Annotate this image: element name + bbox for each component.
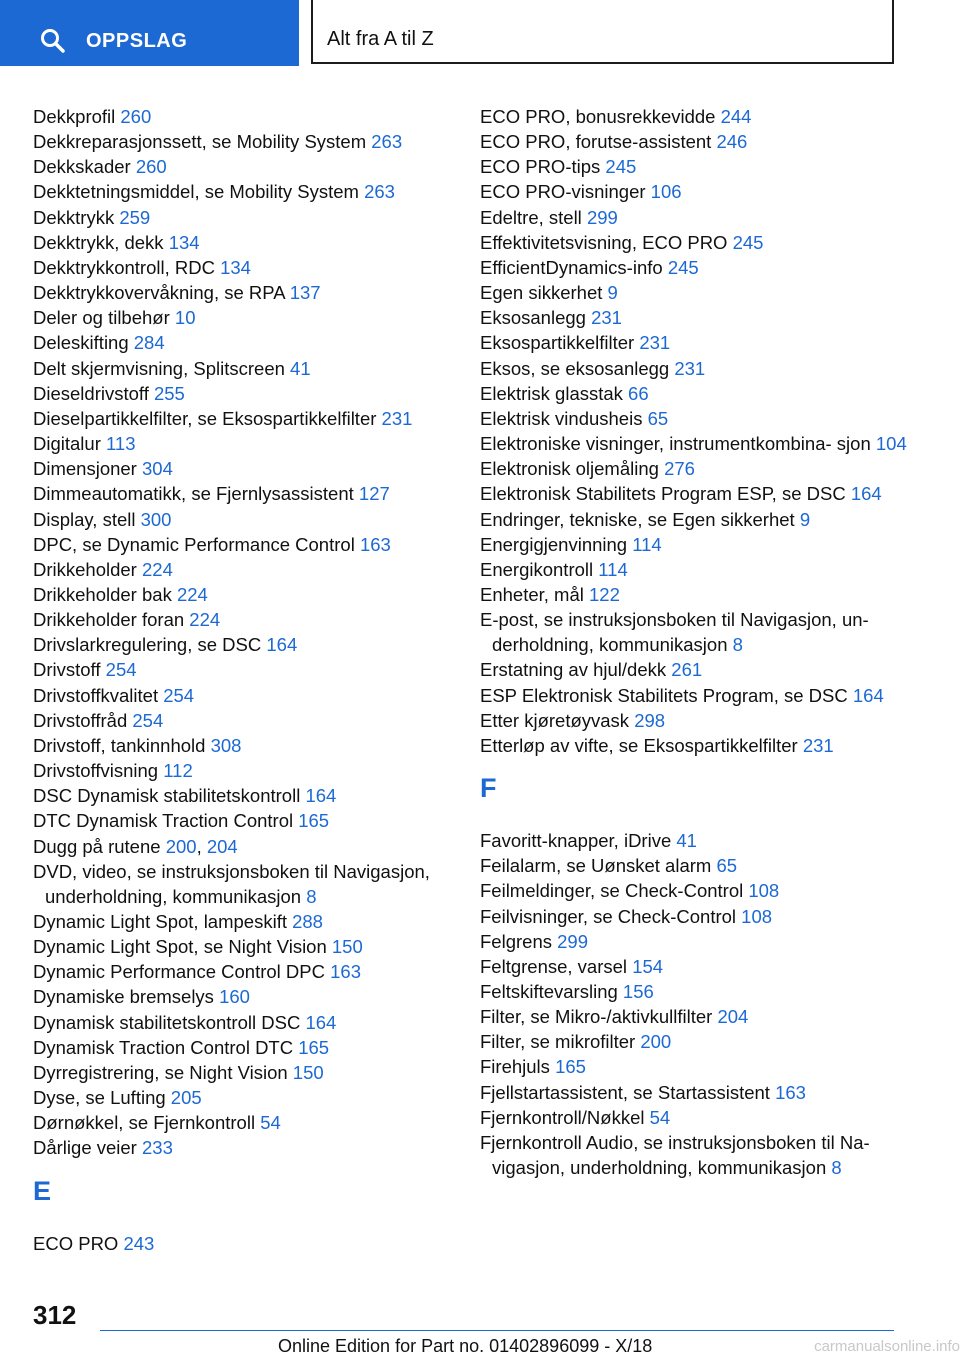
page-link[interactable]: 164 [305,785,337,807]
entry-text: Drivslarkregulering, se DSC [33,634,267,656]
index-entry [33,582,473,607]
entry-text: Edeltre, stell [480,206,587,228]
page-link[interactable]: 114 [632,533,662,555]
entry-text: Drivstoff, tankinnhold [33,734,211,756]
index-entry [480,1004,920,1029]
entry-text: Dynamisk Traction Control DTC [33,1036,299,1058]
entry-text: Feltgrense, varsel [480,955,633,977]
entry-text: Dekktrykkovervåkning, se RPA [33,282,290,304]
entry-text: Drivstoff [33,659,106,681]
index-entry [480,481,920,506]
entry-text: ECO PRO-visninger [480,181,651,203]
page-link[interactable]: 254 [163,684,195,706]
page-link[interactable]: 255 [153,382,185,404]
entry-text: Drikkeholder foran [33,609,190,631]
tab-oppslag-label: OPPSLAG [86,30,188,52]
page-link[interactable]: 200 [640,1031,672,1053]
page-link[interactable]: 245 [732,231,764,253]
entry-text: Digitalur [33,433,106,455]
index-entry [480,1054,920,1079]
entry-text: Eksos, se eksosanlegg [480,357,675,379]
page-link[interactable]: 150 [331,936,363,958]
index-entry [33,356,473,381]
index-entry [480,532,920,557]
index-entry [33,532,473,557]
page-link[interactable]: 200 [165,835,197,857]
page-link[interactable]: 231 [674,357,706,379]
entry-text: DVD, video, se instruksjonsboken til Navigasjon, underholdning, kommunikasjon [33,860,430,907]
index-entry [33,607,473,632]
index-entry [480,1130,920,1180]
entry-text: Delt skjermvisning, Splitscreen [33,357,291,379]
index-entry [480,255,920,280]
page-link[interactable]: 156 [622,981,654,1002]
index-entry [480,507,920,532]
index-entry [480,154,920,179]
entry-text: Etter kjøretøyvask [480,709,635,731]
entry-text: Dynamisk stabilitetskontroll DSC [33,1011,306,1033]
index-entry [480,1080,920,1105]
page-link[interactable]: 8 [306,885,317,907]
entry-text: Dekktrykkontroll, RDC [33,256,221,278]
entry-text: Felgrens [480,930,558,952]
entry-text: Feilvisninger, se Check-Control [480,905,742,927]
footer-divider [100,1330,894,1331]
page-link[interactable]: 300 [140,508,172,530]
index-entry [33,456,473,481]
index-entry [480,607,920,657]
entry-text: Eksospartikkelfilter [480,332,640,354]
page-link[interactable]: 204 [717,1006,749,1028]
index-entry [480,657,920,682]
index-entry [33,507,473,532]
page-link[interactable]: 245 [605,156,637,178]
index-entry [33,708,473,733]
page-link[interactable]: 54 [260,1112,281,1134]
page-link[interactable]: 113 [106,433,136,455]
index-entry [33,959,473,984]
entry-text: Fjernkontroll Audio, se instruksjonsboken til Na‐ vigasjon, underholdning, kommunikasjon [480,1131,870,1179]
search-icon [40,28,66,54]
entry-text: Dekktrykk, dekk [33,231,169,253]
page-link[interactable]: 106 [650,181,682,203]
entry-text: ESP Elektronisk Stabilitets Program, se DSC [480,684,853,706]
index-entry [33,381,473,406]
index-entry [480,179,920,204]
index-entry [33,280,473,305]
page-link[interactable]: 254 [105,659,137,681]
entry-text: Dieseldrivstoff [33,382,154,404]
page-link[interactable]: 245 [667,256,699,278]
page-number: 312 [33,1300,77,1330]
entry-text: Dieselpartikkelfilter, se Eksospartikkelfilter [33,407,382,429]
page-link[interactable]: 233 [142,1137,173,1159]
page-link[interactable]: 9 [607,282,618,304]
page-link[interactable]: 205 [170,1087,202,1109]
page-link[interactable]: 163 [359,533,391,555]
index-entry [480,708,920,733]
index-column-left [33,104,473,1256]
page-link[interactable]: 298 [634,709,666,731]
page-link[interactable]: 308 [210,734,242,756]
index-entry [33,683,473,708]
entry-text: Dekktrykk [33,206,120,228]
entry-text: Dugg på rutene [33,835,166,857]
entry-text: Erstatning av hjul/dekk [480,659,672,681]
entry-text: ECO PRO, bonusrekkevidde [480,106,721,127]
index-entry [33,1085,473,1110]
entry-text: Energikontroll [480,558,599,580]
entry-text: Enheter, mål [480,583,590,605]
section-letter: F [480,773,497,804]
entry-text: DTC Dynamisk Traction Control [33,810,299,832]
index-entry [33,305,473,330]
index-entry [33,154,473,179]
page-link[interactable]: 104 [875,433,907,455]
page-link[interactable]: 108 [748,880,780,902]
page-link[interactable]: 163 [330,961,361,983]
index-entry [33,733,473,758]
entry-text: Drivstoffvisning [33,760,164,782]
page-link[interactable]: 112 [163,760,193,782]
entry-text: Filter, se mikrofilter [480,1031,641,1053]
entry-text: ECO PRO-tips [480,156,606,178]
entry-text: Firehjuls [480,1056,556,1078]
entry-text: Elektronisk Stabilitets Program ESP, se DSC [480,483,851,505]
index-entry [33,481,473,506]
index-entry [33,934,473,959]
index-entry [480,230,920,255]
index-entry [33,758,473,783]
page-link[interactable]: 204 [206,835,238,857]
entry-text: Dårlige veier [33,1137,142,1159]
entry-text: EfficientDynamics-info [480,256,668,278]
entry-text: Dimensjoner [33,458,142,480]
index-entry [480,330,920,355]
index-entry [480,406,920,431]
entry-text: Dimmeautomatikk, se Fjernlysassistent [33,483,359,505]
index-entry [33,859,473,909]
index-entry [480,1105,920,1130]
page-link[interactable]: 164 [852,684,884,706]
entry-text: Eksosanlegg [480,307,592,329]
index-entry [33,129,473,154]
section-letter: E [33,1175,52,1206]
entry-text: ECO PRO, forutse-assistent [480,131,717,153]
page-link[interactable]: 10 [174,307,196,329]
entry-text: Elektronisk oljemåling [480,458,665,480]
page-link[interactable]: 231 [802,734,834,756]
page-link[interactable]: 160 [219,986,250,1008]
page-link[interactable]: 164 [305,1011,337,1033]
section-title: Alt fra A til Z [327,28,434,50]
entry-text: Dyse, se Lufting [33,1087,171,1109]
index-entry [480,1029,920,1054]
entry-text: Deler og tilbehør [33,307,175,329]
entry-text: Drikkeholder [33,558,142,580]
entry-text: Deleskifting [33,332,134,354]
index-entry [33,1060,473,1085]
index-entry [33,632,473,657]
entry-text: Filter, se Mikro-/aktivkullfilter [480,1006,718,1028]
page-link[interactable]: 134 [168,231,200,253]
page-link[interactable]: 154 [632,955,664,977]
index-entry [33,1135,473,1160]
page-link[interactable]: 114 [598,558,628,580]
entry-text: Feilmeldinger, se Check-Control [480,880,749,902]
edition-text: Online Edition for Part no. 01402896099 - X/18 [278,1336,653,1356]
index-entry [33,1231,473,1256]
page-link[interactable]: 299 [557,930,588,952]
section-title-box [311,0,894,64]
entry-text: Effektivitetsvisning, ECO PRO [480,231,733,253]
page-link[interactable]: 66 [628,382,649,404]
page-link[interactable]: 299 [586,206,618,228]
page-link[interactable]: 137 [289,282,321,304]
page-link[interactable]: 304 [142,458,173,480]
page-link[interactable]: 165 [298,810,330,832]
page-link[interactable]: 54 [649,1106,671,1128]
entry-text: Dekkreparasjonssett, se Mobility System [33,131,372,153]
entry-text: Egen sikkerhet [480,282,608,304]
page-link[interactable]: 164 [850,483,882,505]
page-link[interactable]: 224 [176,583,208,605]
page-link[interactable]: 165 [555,1056,586,1078]
page-link[interactable]: 244 [720,106,752,127]
index-entry [480,733,920,758]
entry-text: E-post, se instruksjonsboken til Navigasjon, un‐ derholdning, kommunikasjon [480,609,869,656]
index-column-right [480,104,920,1180]
entry-text: Energigjenvinning [480,533,633,555]
index-entry [480,904,920,929]
index-entry [480,557,920,582]
entry-text: Dynamic Performance Control DPC [33,961,331,983]
page-link[interactable]: 254 [132,709,164,731]
page-link[interactable]: 231 [639,332,671,354]
watermark: carmanualsonline.info [814,1338,960,1355]
page-link[interactable]: 8 [732,634,743,656]
index-entry [33,431,473,456]
page-link[interactable]: 261 [671,659,703,681]
index-entry [33,406,473,431]
index-entry [33,557,473,582]
index-entry [33,657,473,682]
index-entry [33,1110,473,1135]
entry-text: Dekkskader [33,156,136,178]
entry-text: Dynamiske bremselys [33,986,220,1008]
page-link[interactable]: 259 [119,206,151,228]
index-entry [33,255,473,280]
entry-text: Fjernkontroll/Nøkkel [480,1106,650,1128]
page-link[interactable]: 263 [364,181,395,203]
entry-text: Favoritt-knapper, iDrive [480,830,677,852]
entry-text: Dyrregistrering, se Night Vision [33,1061,293,1083]
entry-text: Feltskiftevarsling [480,981,623,1002]
entry-text: Elektroniske visninger, instrumentkombina‐ sjon [480,433,876,455]
page-link[interactable]: 163 [775,1081,806,1103]
page-link[interactable]: 165 [298,1036,330,1058]
index-entry [33,909,473,934]
index-entry [33,330,473,355]
entry-text: Drikkeholder bak [33,583,177,605]
page-link[interactable]: 243 [123,1232,155,1254]
tab-oppslag[interactable] [0,0,299,66]
index-entry [480,979,920,1004]
page-link[interactable]: 263 [371,131,403,153]
entry-text: DSC Dynamisk stabilitetskontroll [33,785,306,807]
index-entry [480,356,920,381]
page-link[interactable]: 9 [799,508,811,530]
index-entry [480,104,920,129]
index-entry [33,205,473,230]
index-entry [480,828,920,853]
page-header [0,0,960,66]
entry-text: Display, stell [33,508,141,530]
page-link[interactable]: 288 [292,911,323,932]
index-entry [480,129,920,154]
entry-text: ECO PRO [33,1232,124,1254]
entry-text: Etterløp av vifte, se Eksospartikkelfilter [480,734,803,756]
page-link[interactable]: 150 [292,1061,324,1083]
page-link[interactable]: 41 [676,830,697,852]
page-link[interactable]: 65 [647,407,669,429]
page-link[interactable]: 276 [664,458,695,480]
index-entry [480,683,920,708]
index-entry [480,878,920,903]
entry-text: Endringer, tekniske, se Egen sikkerhet [480,508,800,530]
index-entry [480,381,920,406]
entry-text: Drivstoffråd [33,709,133,731]
index-entry [33,1035,473,1060]
page-link[interactable]: 284 [133,332,165,354]
entry-text: Feilalarm, se Uønsket alarm [480,855,717,877]
index-entry [33,984,473,1009]
page-link[interactable]: 127 [358,483,390,505]
page-link[interactable]: 41 [290,357,311,379]
index-entry [480,853,920,878]
index-entry [33,783,473,808]
index-entry [480,305,920,330]
page-link[interactable]: 224 [142,558,173,580]
index-entry [480,280,920,305]
entry-text: Dynamic Light Spot, lampeskift [33,911,293,932]
index-entry [480,582,920,607]
index-entry [33,1010,473,1035]
index-entry [33,179,473,204]
index-entry [480,431,920,456]
index-entry [33,808,473,833]
index-entry [480,954,920,979]
page-link[interactable]: 108 [741,905,773,927]
page-link[interactable]: 260 [120,106,152,127]
page-link[interactable]: 224 [189,609,221,631]
index-entry [480,929,920,954]
entry-text: Dørnøkkel, se Fjernkontroll [33,1112,261,1134]
index-entry: Dugg på rutene 200, 204 [33,835,238,857]
page-link[interactable]: 246 [716,131,748,153]
entry-text: Drivstoffkvalitet [33,684,164,706]
index-entry [33,104,473,129]
index-entry [480,456,920,481]
entry-text: Elektrisk glasstak [480,382,629,404]
page-link[interactable]: 134 [220,256,251,278]
index-entry [33,230,473,255]
entry-text: Dekkprofil [33,106,121,127]
entry-text: Dynamic Light Spot, se Night Vision [33,936,332,958]
index-entry [480,205,920,230]
entry-text: Fjellstartassistent, se Startassistent [480,1081,776,1103]
page-link[interactable]: 8 [831,1157,842,1179]
entry-text: Elektrisk vindusheis [480,407,648,429]
page-link[interactable]: 164 [266,634,298,656]
page-link[interactable]: 65 [716,855,738,877]
page-link[interactable]: 260 [135,156,167,178]
entry-text: DPC, se Dynamic Performance Control [33,533,360,555]
page-link[interactable]: 231 [381,407,413,429]
page-link[interactable]: 231 [591,307,622,329]
page-link[interactable]: 122 [589,583,620,605]
entry-text: Dekktetningsmiddel, se Mobility System [33,181,365,203]
